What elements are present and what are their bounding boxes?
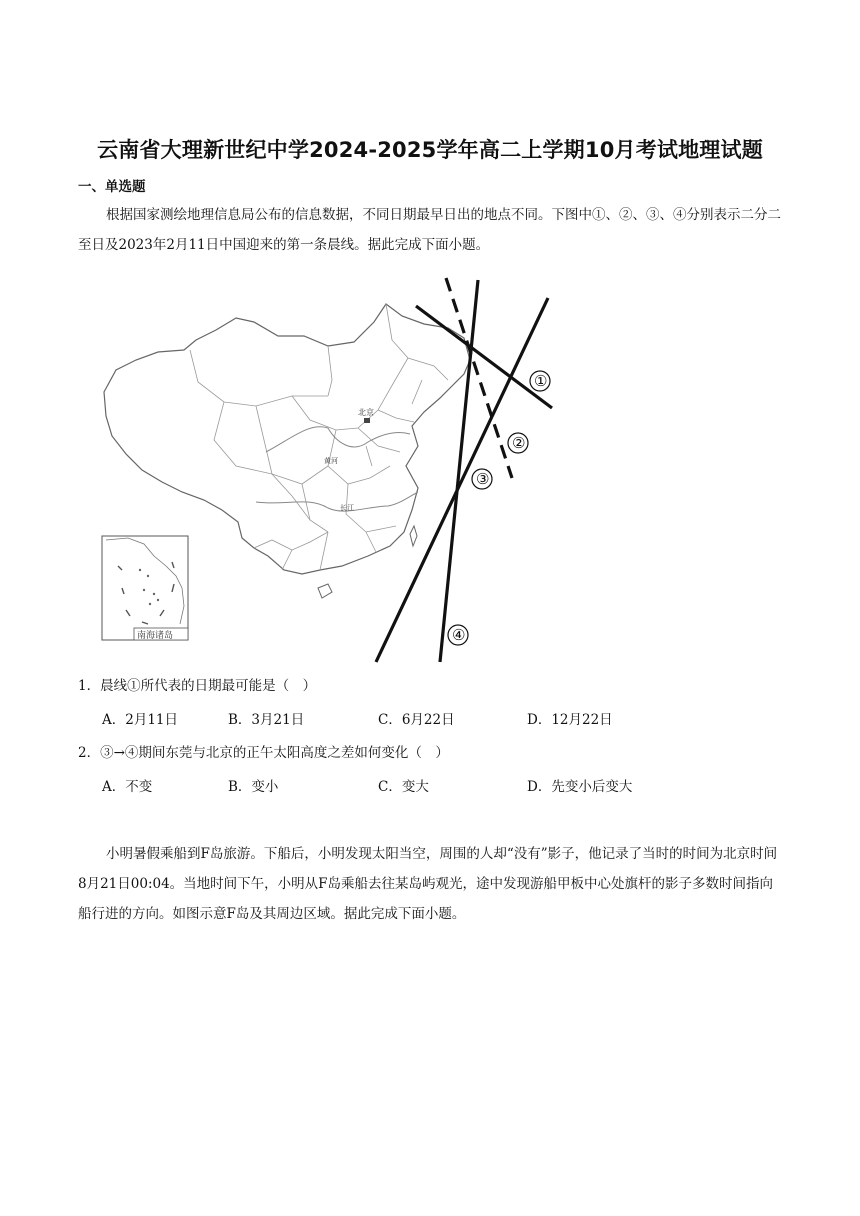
label-line-2 [508,433,528,453]
q1-option-d[interactable]: D．12月22日 [527,712,613,728]
question-1-stem: 1．晨线①所代表的日期最可能是（ ） [78,678,317,694]
svg-text:③: ③ [476,470,490,488]
yellow-river-label: 黄河 [324,457,338,465]
south-china-sea-inset [102,536,188,641]
yangtze-label: 长江 [340,504,354,512]
taiwan-island [410,526,417,546]
q2-option-a[interactable]: A．不变 [102,779,153,795]
beijing-marker [364,418,370,423]
question-2-stem: 2．③→④期间东莞与北京的正午太阳高度之差如何变化（ ） [78,745,449,761]
question-intro-1: 根据国家测绘地理信息局公布的信息数据，不同日期最早日出的地点不同。下图中①、②、③、④分别表示二分二至日及2023年2月11日中国迎来的第一条晨线。据此完成下面小题。 [78,207,781,253]
q2-option-c[interactable]: C．变大 [378,779,429,795]
label-line-4 [448,625,468,645]
svg-text:①: ① [534,372,548,390]
q2-option-b[interactable]: B．变小 [228,779,279,795]
svg-text:②: ② [512,434,526,452]
label-line-3 [472,469,492,489]
hainan-island [318,584,332,598]
china-terminator-map [96,270,568,664]
svg-text:④: ④ [452,626,466,644]
q1-option-a[interactable]: A．2月11日 [102,712,179,728]
q1-option-c[interactable]: C．6月22日 [378,712,455,728]
beijing-label: 北京 [358,408,374,417]
q1-option-b[interactable]: B．3月21日 [228,712,305,728]
inset-label: 南海诸岛 [137,631,174,641]
question-intro-2: 小明暑假乘船到F岛旅游。下船后，小明发现太阳当空，周围的人却“没有”影子，他记录了当时的时间为北京时间8月21日00:04。当地时间下午，小明从F岛乘船去往某岛屿观光，途中发现游船甲板中心处旗杆的影子多数时间指向船行进的方向。如图示意F岛及其周边区域。据此完成下面小题。 [78,846,778,922]
page-title: 云南省大理新世纪中学2024-2025学年高二上学期10月考试地理试题 [97,138,763,162]
label-line-1 [530,371,550,391]
q2-option-d[interactable]: D．先变小后变大 [527,779,633,795]
section-heading: 一、单选题 [78,179,146,195]
